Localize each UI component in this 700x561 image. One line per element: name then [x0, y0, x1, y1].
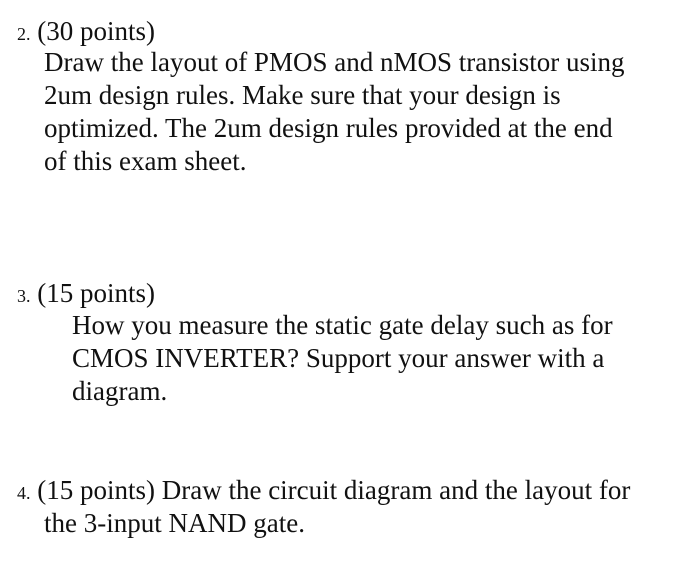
question-2-number: 2. — [17, 24, 31, 44]
question-4-number: 4. — [17, 483, 31, 503]
question-4-header — [17, 474, 630, 509]
question-2-line-2: 2um design rules. Make sure that your design is — [44, 80, 561, 110]
question-2-line-1: Draw the layout of PMOS and nMOS transistor using — [44, 47, 625, 77]
question-3-line-2: CMOS INVERTER? Support your answer with a — [72, 343, 605, 373]
question-4-points: (15 points) Draw the circuit diagram and the layout for — [37, 475, 631, 505]
question-4-line-1: the 3-input NAND gate. — [44, 508, 305, 538]
question-3-header — [17, 277, 155, 312]
question-3-points: (15 points) — [37, 278, 155, 308]
question-2-line-3: optimized. The 2um design rules provided at the end — [44, 113, 613, 143]
question-2-line-4: of this exam sheet. — [44, 146, 247, 176]
question-3-line-1: How you measure the static gate delay such as for — [72, 310, 613, 340]
question-3-number: 3. — [17, 286, 31, 306]
question-2-points: (30 points) — [37, 16, 155, 46]
question-3-line-3: diagram. — [72, 376, 168, 406]
question-2-header — [17, 15, 155, 50]
